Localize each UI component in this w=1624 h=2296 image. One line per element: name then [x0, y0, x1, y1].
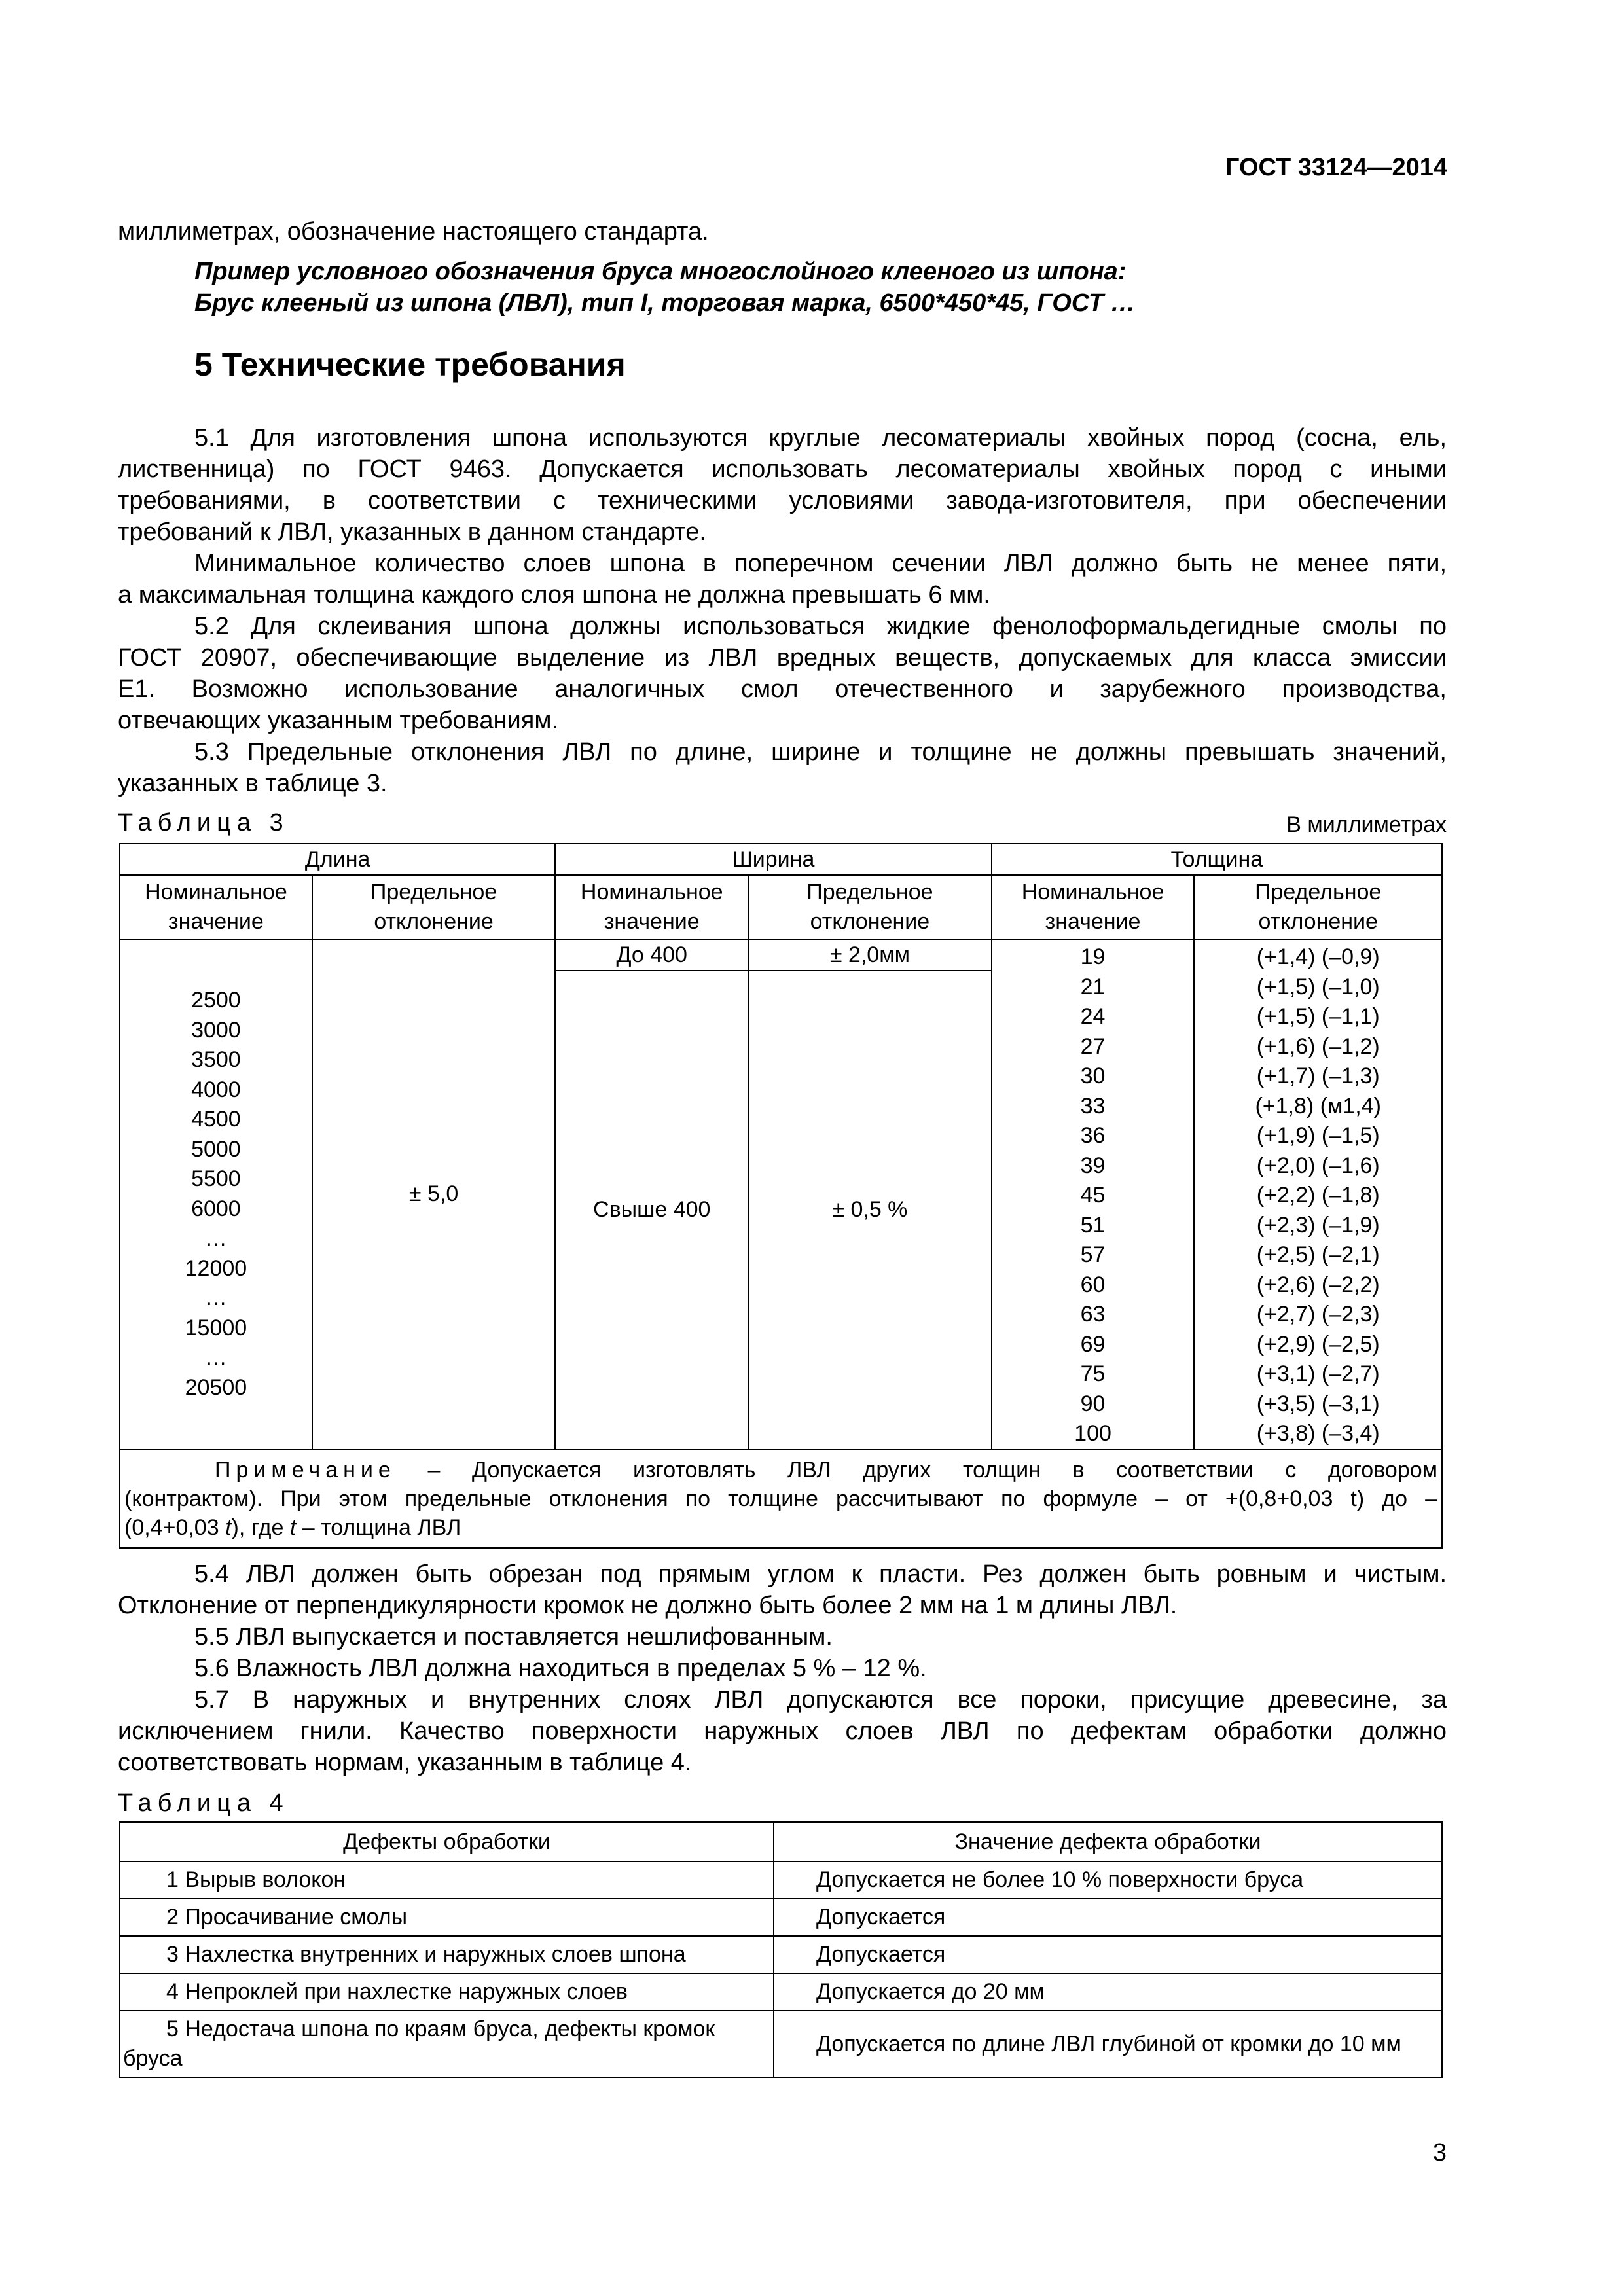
table-4-value: Допускается: [774, 1936, 1442, 1973]
para-5-4-line: Отклонение от перпендикулярности кромок не должно быть более 2 мм на 1 м длины ЛВЛ.: [118, 1592, 1178, 1619]
para-5-7-line: 5.7 В наружных и внутренних слоях ЛВЛ допускаются все пороки, присущие древесине, за: [194, 1686, 1447, 1713]
length-value: 20500: [185, 1374, 247, 1400]
table-3-thickness-tolerances: [1194, 939, 1442, 1450]
para-5-3-line: 5.3 Предельные отклонения ЛВЛ по длине, ширине и толщине не должны превышать значений,: [194, 738, 1447, 766]
length-value: 15000: [185, 1315, 247, 1340]
table-3-subheader: Номинальное значение: [992, 875, 1195, 939]
table-4-defect: 4 Непроклей при нахлестке наружных слоев: [120, 1973, 774, 2011]
table-3-length-values: [120, 939, 312, 1450]
thickness-tolerance: (+2,9) (–2,5): [1256, 1331, 1380, 1357]
thickness-value: 33: [1080, 1093, 1106, 1119]
table-4-defect: 5 Недостача шпона по краям бруса, дефекты кромок бруса: [120, 2011, 774, 2077]
thickness-value: 30: [1080, 1064, 1106, 1088]
thickness-value: 19: [1080, 944, 1106, 969]
length-value: 12000: [185, 1255, 247, 1281]
table-3-subheader: Предельное отклонение: [312, 875, 556, 939]
table-3-subheader: Номинальное значение: [555, 875, 748, 939]
thickness-value: 90: [1080, 1391, 1106, 1416]
document-id: ГОСТ 33124—2014: [1225, 154, 1447, 181]
page-number: 3: [1432, 2139, 1447, 2166]
table-4-header: Дефекты обработки: [120, 1822, 774, 1861]
para-5-1b-line: а максимальная толщина каждого слоя шпона не должна превышать 6 мм.: [118, 581, 990, 609]
length-value: 5500: [191, 1166, 241, 1192]
thickness-tolerance: (+1,5) (–1,1): [1256, 1004, 1380, 1029]
length-value: …: [204, 1285, 227, 1311]
table-3-width-nominal: Свыше 400: [555, 971, 748, 1449]
table-4-defect: 2 Просачивание смолы: [120, 1899, 774, 1936]
thickness-tolerance: (+3,8) (–3,4): [1256, 1421, 1380, 1446]
para-5-2-line: отвечающих указанным требованиям.: [118, 707, 559, 734]
para-5-1-line: 5.1 Для изготовления шпона используются круглые лесоматериалы хвойных пород (сосна, ель,: [194, 424, 1447, 452]
thickness-tolerance: (+2,7) (–2,3): [1256, 1302, 1380, 1327]
para-5-1-line: требованиями, в соответствии с техническими условиями завода-изготовителя, при обеспечении: [118, 487, 1447, 514]
para-5-2-line: Е1. Возможно использование аналогичных смол отечественного и зарубежного производства,: [118, 675, 1447, 703]
thickness-tolerance: (+1,8) (м1,4): [1255, 1093, 1381, 1119]
table-3-caption: Таблица 3: [118, 809, 289, 836]
table-3-unit: В миллиметрах: [1286, 812, 1447, 837]
thickness-value: 75: [1080, 1361, 1106, 1386]
para-5-5: 5.5 ЛВЛ выпускается и поставляется нешлифованным.: [194, 1623, 833, 1651]
thickness-tolerance: (+3,5) (–3,1): [1256, 1391, 1380, 1416]
table-4-caption: Таблица 4: [118, 1789, 289, 1817]
thickness-tolerance: (+1,7) (–1,3): [1256, 1064, 1380, 1088]
thickness-value: 21: [1080, 974, 1106, 999]
length-value: …: [204, 1226, 227, 1251]
thickness-value: 36: [1080, 1123, 1106, 1148]
length-value: 3000: [191, 1017, 241, 1043]
para-5-1-line: требований к ЛВЛ, указанных в данном стандарте.: [118, 518, 706, 546]
thickness-tolerance: (+3,1) (–2,7): [1256, 1361, 1380, 1386]
table-4-value: Допускается не более 10 % поверхности бруса: [774, 1861, 1442, 1899]
thickness-value: 100: [1074, 1421, 1111, 1446]
table-4-value: Допускается до 20 мм: [774, 1973, 1442, 2011]
table-4-value: Допускается по длине ЛВЛ глубиной от кромки до 10 мм: [774, 2011, 1442, 2077]
length-value: 5000: [191, 1136, 241, 1162]
para-5-2-line: 5.2 Для склеивания шпона должны использоваться жидкие фенолоформальдегидные смолы по: [194, 613, 1447, 640]
length-value: …: [204, 1345, 227, 1371]
table-3-group-width: Ширина: [555, 844, 991, 875]
thickness-tolerance: (+2,5) (–2,1): [1256, 1242, 1380, 1267]
length-value: 3500: [191, 1047, 241, 1073]
table-4: [119, 1821, 1443, 2078]
note-text: – Допускается изготовлять ЛВЛ других толщин в соответствии с договором: [395, 1457, 1437, 1482]
thickness-value: 69: [1080, 1331, 1106, 1357]
para-5-7-line: исключением гнили. Качество поверхности наружных слоев ЛВЛ по дефектам обработки должно: [118, 1717, 1447, 1745]
thickness-tolerance: (+1,9) (–1,5): [1256, 1123, 1380, 1148]
table-3-subheader: Номинальное значение: [120, 875, 312, 939]
thickness-tolerance: (+1,5) (–1,0): [1256, 974, 1380, 999]
para-5-2-line: ГОСТ 20907, обеспечивающие выделение из ЛВЛ вредных веществ, допускаемых для класса эмиссии: [118, 644, 1447, 672]
table-3-width-nominal: До 400: [555, 939, 748, 971]
thickness-value: 60: [1080, 1272, 1106, 1297]
para-5-1b-line: Минимальное количество слоев шпона в поперечном сечении ЛВЛ должно быть не менее пяти,: [194, 550, 1447, 577]
table-3-group-length: Длина: [120, 844, 555, 875]
thickness-value: 39: [1080, 1153, 1106, 1178]
example-caption: Пример условного обозначения бруса многослойного клееного из шпона:: [194, 258, 1127, 285]
length-value: 6000: [191, 1196, 241, 1221]
table-3-thickness-values: [992, 939, 1195, 1450]
note-text: (контрактом). При этом предельные отклонения по толщине рассчитывают по формуле – от +(0,8+0,03 t) до –: [124, 1486, 1437, 1511]
table-4-header: Значение дефекта обработки: [774, 1822, 1442, 1861]
table-4-value: Допускается: [774, 1899, 1442, 1936]
para-5-4-line: 5.4 ЛВЛ должен быть обрезан под прямым углом к пласти. Рез должен быть ровным и чистым.: [194, 1560, 1447, 1588]
para-5-7-line: соответствовать нормам, указанным в таблице 4.: [118, 1749, 692, 1776]
thickness-value: 27: [1080, 1033, 1106, 1059]
thickness-value: 45: [1080, 1183, 1106, 1208]
para-5-1-line: лиственница) по ГОСТ 9463. Допускается использовать лесоматериалы хвойных пород с иными: [118, 456, 1447, 483]
section-title: 5 Технические требования: [194, 346, 626, 383]
table-3-width-tolerance: ± 0,5 %: [748, 971, 992, 1449]
table-3-subheader: Предельное отклонение: [748, 875, 992, 939]
thickness-value: 24: [1080, 1004, 1106, 1029]
length-value: 2500: [191, 988, 241, 1013]
thickness-value: 51: [1080, 1212, 1106, 1238]
thickness-tolerance: (+2,2) (–1,8): [1256, 1183, 1380, 1208]
thickness-tolerance: (+2,3) (–1,9): [1256, 1212, 1380, 1238]
note-label: Примечание: [215, 1457, 396, 1482]
thickness-value: 57: [1080, 1242, 1106, 1267]
table-3-length-tolerance: ± 5,0: [312, 939, 556, 1450]
intro-line: миллиметрах, обозначение настоящего стандарта.: [118, 218, 709, 245]
table-3-subheader: Предельное отклонение: [1194, 875, 1442, 939]
thickness-tolerance: (+2,0) (–1,6): [1256, 1153, 1380, 1178]
table-3-width-tolerance: ± 2,0мм: [748, 939, 992, 971]
thickness-tolerance: (+1,4) (–0,9): [1256, 944, 1380, 969]
para-5-3-line: указанных в таблице 3.: [118, 770, 388, 797]
table-4-defect: 3 Нахлестка внутренних и наружных слоев шпона: [120, 1936, 774, 1973]
table-3-note: Примечание – Допускается изготовлять ЛВЛ других толщин в соответствии с договором (контрактом). При этом предельные отклонения по толщине рассчитывают по формуле – от +(0,8+0,03 t) до – (0,4+0,03 t), где t – толщина ЛВЛ: [120, 1450, 1442, 1548]
example-designation: Брус клееный из шпона (ЛВЛ), тип I, торговая марка, 6500*450*45, ГОСТ …: [194, 289, 1136, 317]
thickness-tolerance: (+1,6) (–1,2): [1256, 1033, 1380, 1059]
table-4-defect: 1 Вырыв волокон: [120, 1861, 774, 1899]
length-value: 4500: [191, 1107, 241, 1132]
length-value: 4000: [191, 1077, 241, 1102]
table-3-group-thickness: Толщина: [992, 844, 1442, 875]
thickness-tolerance: (+2,6) (–2,2): [1256, 1272, 1380, 1297]
thickness-value: 63: [1080, 1302, 1106, 1327]
para-5-6: 5.6 Влажность ЛВЛ должна находиться в пределах 5 % – 12 %.: [194, 1655, 927, 1682]
table-3: [119, 843, 1443, 1549]
